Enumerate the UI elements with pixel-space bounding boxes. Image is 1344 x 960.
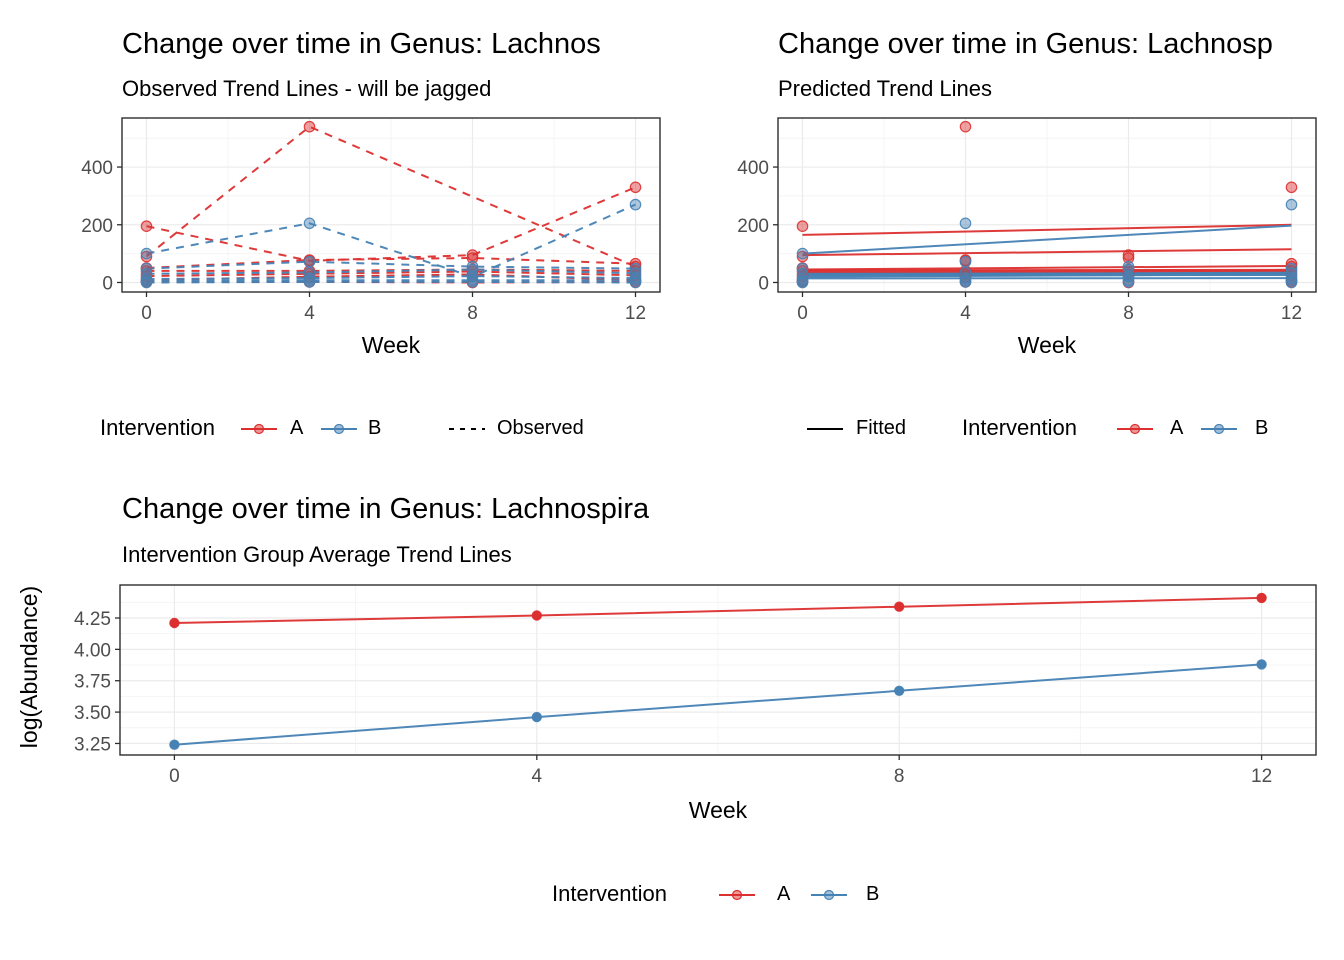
panel-predicted [737, 118, 1316, 324]
predicted-chart-subtitle: Predicted Trend Lines [778, 76, 993, 101]
data-point-b [797, 277, 807, 287]
predicted-legend-title: Intervention [962, 415, 1077, 440]
data-point-b [1286, 277, 1296, 287]
predicted-x-axis-title: Week [1017, 332, 1077, 358]
predicted-linetype-label: Fitted [856, 417, 907, 439]
y-tick-label: 3.25 [74, 734, 111, 756]
data-point-b [960, 277, 970, 287]
y-tick-label: 200 [81, 215, 113, 237]
data-point-b [170, 740, 179, 749]
y-tick-label: 3.50 [74, 703, 111, 725]
x-tick-label: 8 [467, 303, 478, 324]
data-point-a [1286, 182, 1296, 192]
observed-linetype-label: Observed [497, 417, 584, 439]
data-point-a [141, 221, 151, 231]
series-line-a [803, 271, 1292, 272]
x-tick-label: 0 [169, 766, 180, 787]
x-tick-label: 0 [797, 303, 808, 324]
data-point-b [1257, 660, 1266, 669]
data-point-a [532, 611, 541, 620]
observed-legend-title: Intervention [100, 415, 215, 440]
panel-observed [81, 118, 660, 324]
observed-legend-label-b: B [368, 417, 382, 439]
predicted-legend-key-a-icon [1116, 418, 1154, 440]
y-tick-label: 0 [758, 273, 769, 295]
predicted-chart-title: Change over time in Genus: Lachnosp [778, 28, 1273, 60]
y-tick-label: 200 [737, 215, 769, 237]
data-point-b [960, 218, 970, 228]
y-tick-label: 0 [102, 273, 113, 295]
x-tick-label: 4 [304, 303, 315, 324]
data-point-b [797, 248, 807, 258]
y-tick-label: 3.75 [74, 671, 111, 693]
observed-legend-key-a-icon [240, 418, 278, 440]
y-tick-label: 400 [737, 158, 769, 180]
y-tick-label: 4.00 [74, 640, 111, 662]
data-point-b [141, 248, 151, 258]
data-point-b [304, 257, 314, 267]
average-legend-label-a: A [777, 883, 791, 905]
data-point-a [170, 618, 179, 627]
observed-legend-label-a: A [290, 417, 304, 439]
average-legend-key-a-icon [718, 884, 756, 906]
average-legend-label-b: B [866, 883, 880, 905]
data-point-b [960, 257, 970, 267]
y-tick-label: 400 [81, 158, 113, 180]
x-tick-label: 0 [141, 303, 152, 324]
data-point-a [1257, 593, 1266, 602]
average-legend-key-b-icon [810, 884, 848, 906]
data-point-b [1286, 199, 1296, 209]
x-tick-label: 8 [893, 766, 905, 787]
x-tick-label: 4 [960, 303, 971, 324]
y-tick-label: 4.25 [74, 608, 111, 630]
data-point-b [304, 277, 314, 287]
data-point-b [141, 277, 151, 287]
data-point-b [1123, 277, 1133, 287]
data-point-b [895, 686, 904, 695]
data-point-a [960, 122, 970, 132]
predicted-legend-key-b-icon [1200, 418, 1238, 440]
predicted-legend-label-b: B [1255, 417, 1269, 439]
data-point-a [304, 122, 314, 132]
observed-x-axis-title: Week [361, 332, 421, 358]
predicted-legend-label-a: A [1170, 417, 1184, 439]
x-tick-label: 12 [1280, 303, 1303, 324]
data-point-b [630, 277, 640, 287]
data-point-b [304, 218, 314, 228]
data-point-a [630, 182, 640, 192]
data-point-a [895, 602, 904, 611]
x-tick-label: 8 [1123, 303, 1134, 324]
observed-linetype-key-icon [448, 418, 486, 440]
data-point-a [797, 221, 807, 231]
observed-legend-key-b-icon [320, 418, 358, 440]
average-y-axis-title: log(Abundance) [16, 585, 42, 749]
predicted-linetype-key-icon [806, 418, 844, 440]
data-point-b [467, 277, 477, 287]
average-chart-subtitle: Intervention Group Average Trend Lines [122, 542, 512, 567]
observed-chart-subtitle: Observed Trend Lines - will be jagged [122, 76, 492, 101]
data-point-b [532, 713, 541, 722]
x-tick-label: 4 [531, 766, 543, 787]
panel-average [74, 585, 1316, 787]
average-legend-title: Intervention [552, 881, 667, 906]
x-tick-label: 12 [624, 303, 647, 324]
data-point-b [630, 199, 640, 209]
observed-chart-title: Change over time in Genus: Lachnos [122, 28, 601, 60]
x-tick-label: 12 [1251, 766, 1273, 787]
average-chart-title: Change over time in Genus: Lachnospira [122, 493, 650, 525]
average-x-axis-title: Week [688, 797, 748, 823]
